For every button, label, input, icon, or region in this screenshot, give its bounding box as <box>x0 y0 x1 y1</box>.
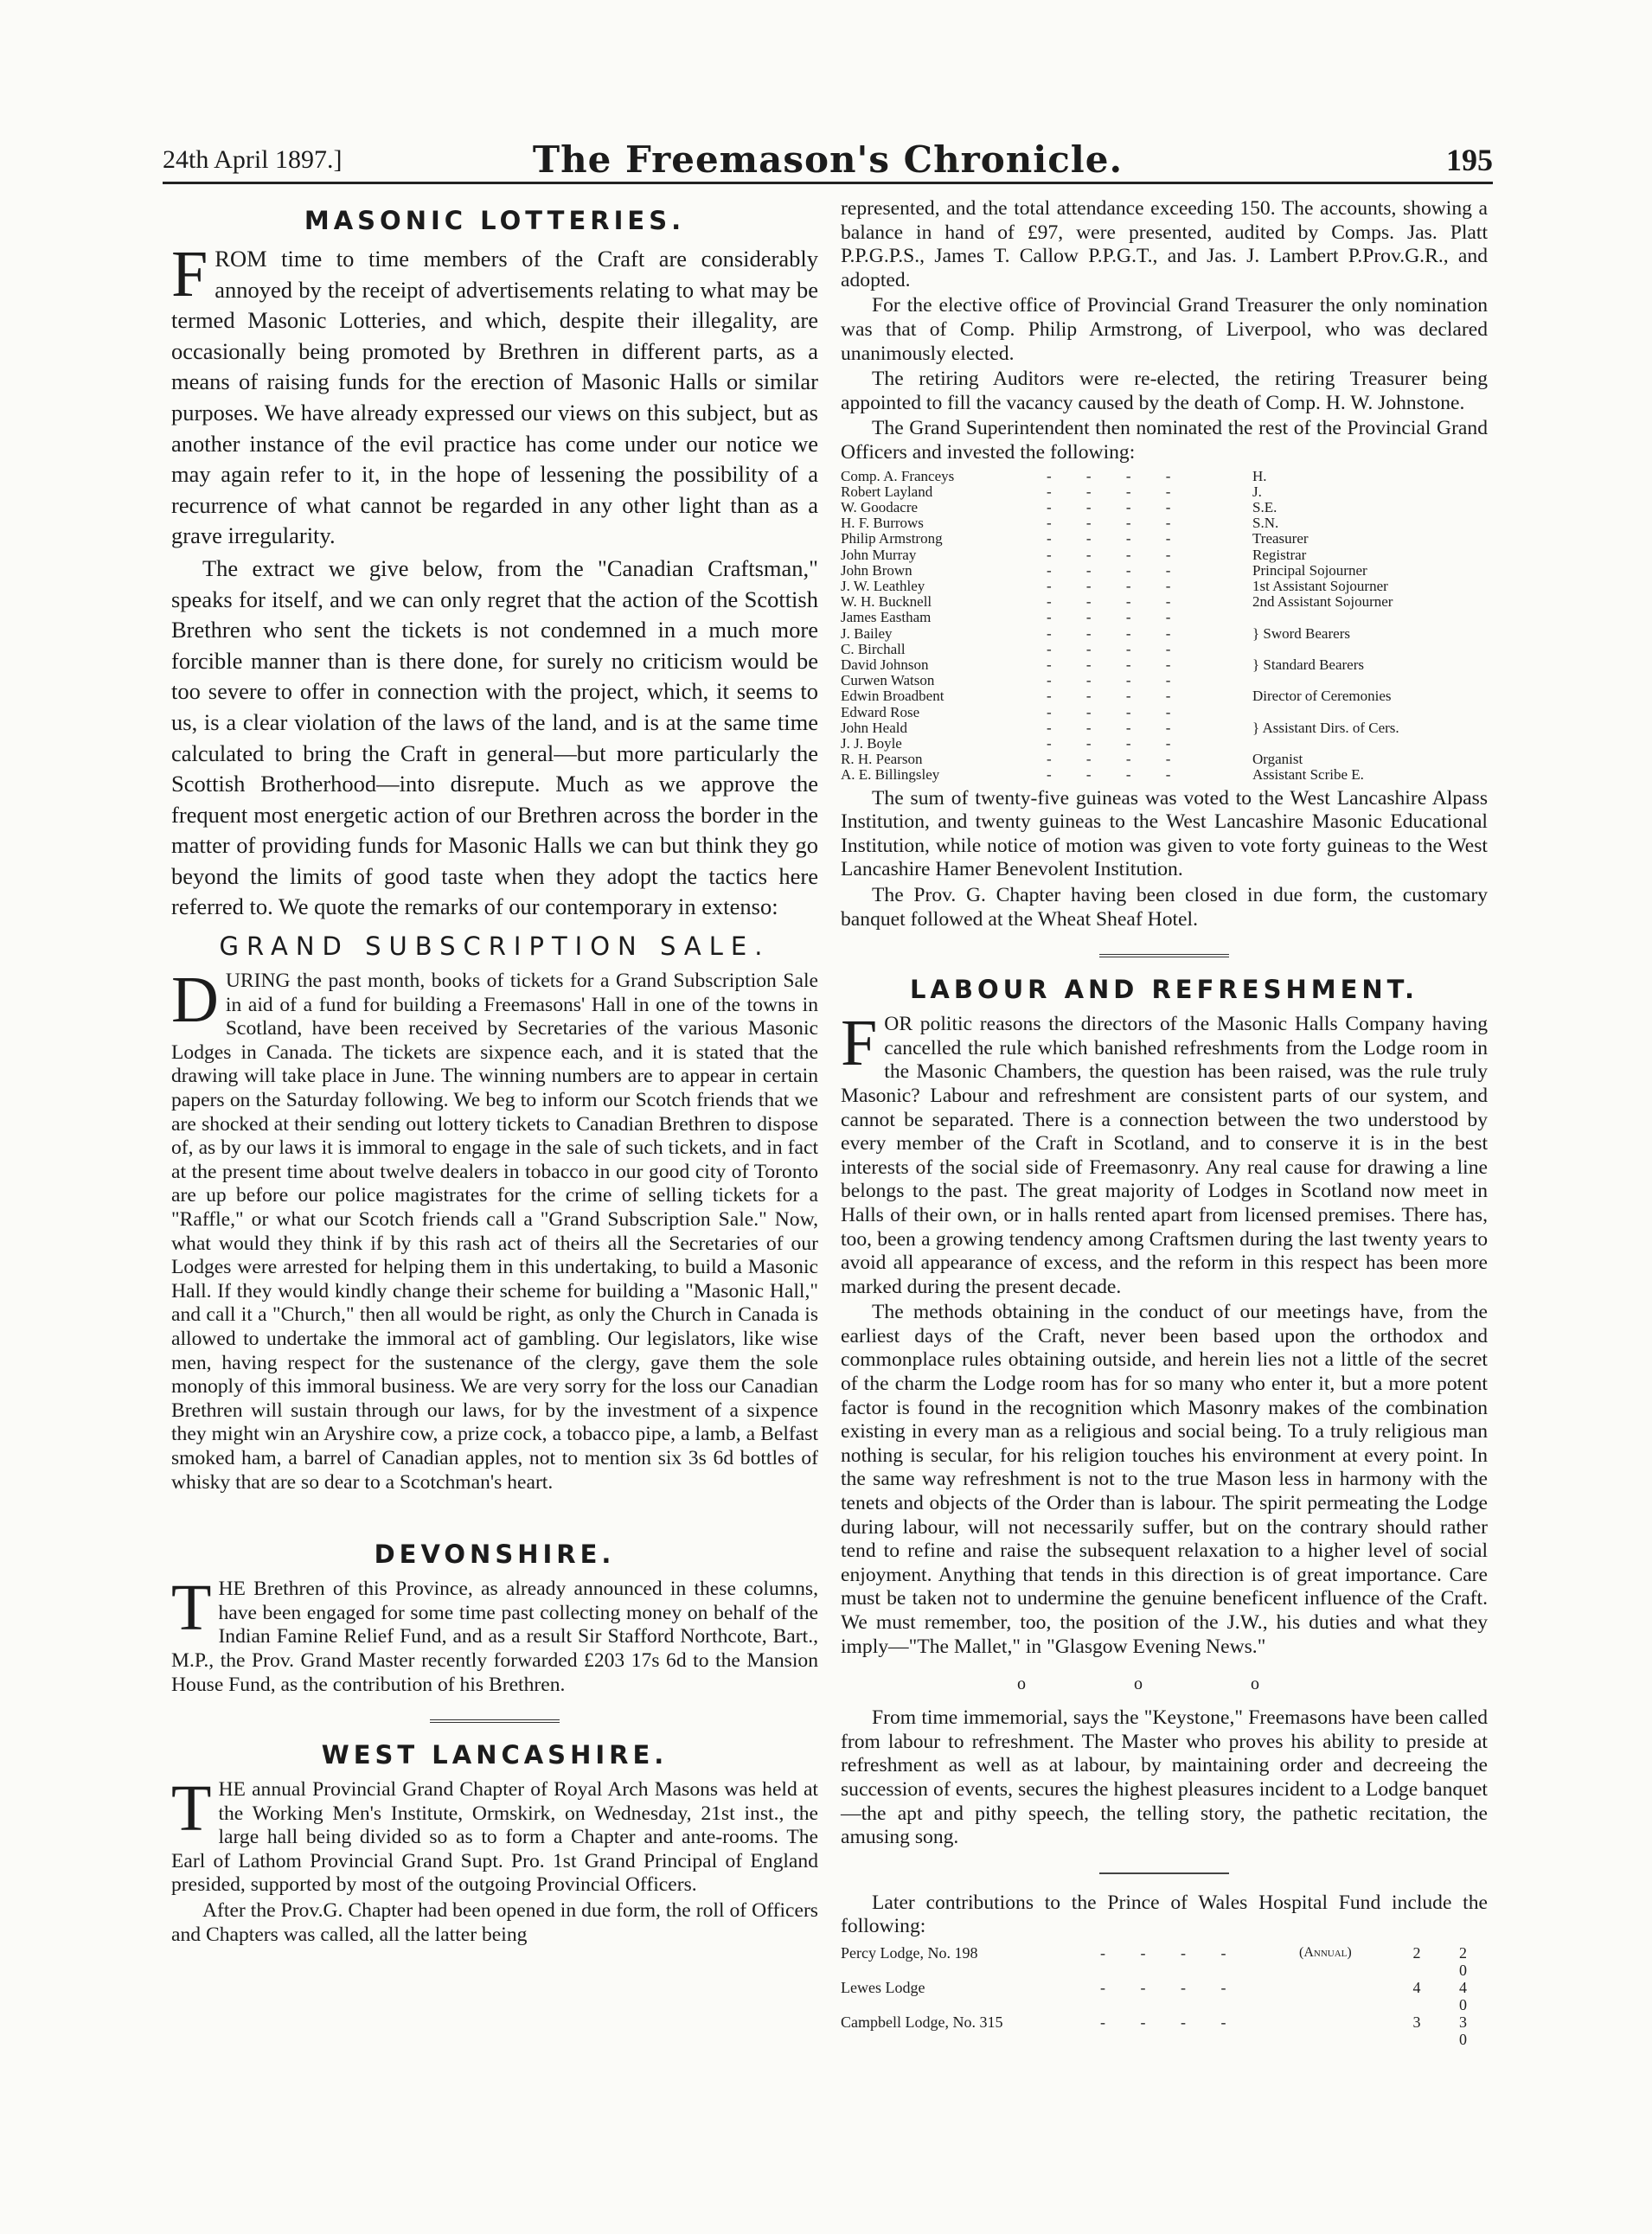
page-number: 195 <box>1446 143 1493 177</box>
officer-row <box>841 594 1488 610</box>
leader-dots: - - - - <box>1047 593 1187 611</box>
officer-office: } Assistant Dirs. of Cers. <box>1252 719 1399 736</box>
section-title-west-lancashire: WEST LANCASHIRE. <box>321 1740 669 1770</box>
lodge-name: Percy Lodge, No. 198 <box>841 1943 978 1962</box>
page-header <box>163 138 1493 184</box>
drop-cap: T <box>171 1772 212 1846</box>
drop-cap: F <box>171 238 208 310</box>
officer-office: } Sword Bearers <box>1252 624 1350 642</box>
officer-row <box>841 563 1488 579</box>
officer-row <box>841 642 1488 657</box>
officer-row <box>841 610 1488 625</box>
right-column <box>841 197 1488 2048</box>
officer-row <box>841 720 1488 736</box>
left-column <box>171 197 818 1949</box>
officer-name: Edward Rose <box>841 703 920 720</box>
leader-dots: - - - - <box>1047 672 1187 689</box>
officer-name: David Johnson <box>841 656 929 673</box>
section-divider <box>430 1719 560 1723</box>
officer-name: W. H. Bucknell <box>841 593 932 611</box>
officer-name: W. Goodacre <box>841 498 919 515</box>
officers-list <box>841 469 1488 784</box>
leader-dots: - - - - <box>1100 1943 1242 1962</box>
leader-dots: - - - - <box>1047 703 1187 720</box>
contribution-note <box>1299 1979 1401 2013</box>
officer-row <box>841 484 1488 500</box>
officer-office: Principal Sojourner <box>1252 561 1367 579</box>
officer-name: Philip Armstrong <box>841 530 943 547</box>
officer-row <box>841 657 1488 673</box>
article-paragraph <box>171 1772 818 1898</box>
officer-row <box>841 688 1488 704</box>
article-paragraph <box>841 1007 1488 1299</box>
officer-row <box>841 626 1488 642</box>
contributions-list <box>841 1944 1488 2048</box>
lodge-name: Campbell Lodge, No. 315 <box>841 2013 1003 2031</box>
section-title-masonic-lotteries: MASONIC LOTTERIES. <box>304 206 686 235</box>
officer-office: S.N. <box>1252 515 1279 532</box>
leader-dots: - - - - <box>1047 530 1187 547</box>
officer-office: Organist <box>1252 751 1303 768</box>
officer-name: James Eastham <box>841 609 932 626</box>
officer-name: Curwen Watson <box>841 672 935 689</box>
leader-dots: - - - - <box>1047 467 1187 484</box>
article-paragraph: The extract we give below, from the "Canadian Craftsman," speaks for itself, and we can only regret that the action of the Scottish Brethren who sent the tickets is not condemned in a much more forcible manner than is there done, for surely no criticism would be too severe to offer in connection with the project, which, it seems to us, is a clear violation of the laws of the land, and is at the same time calculated to bring the Craft in general—but more particularly the Scottish Brotherhood—into disrepute. Much as we approve the frequent most energetic action of our Brethren across the border in the matter of providing funds for Masonic Halls we can but think they go beyond the limits of good taste when they adopt the tactics here referred to. We quote the remarks of our contemporary in extenso: <box>171 554 818 920</box>
officer-office: Director of Ceremonies <box>1252 688 1392 705</box>
article-paragraph: The retiring Auditors were re-elected, the retiring Treasurer being appointed to fill the vacancy caused by the death of Comp. H. W. Johnstone. <box>841 368 1488 414</box>
officer-name: J. J. Boyle <box>841 734 902 752</box>
officer-name: Comp. A. Franceys <box>841 467 955 484</box>
officer-row <box>841 705 1488 720</box>
leader-dots: - - - - <box>1047 483 1187 500</box>
article-paragraph <box>171 238 818 552</box>
ornament-separator: o o o <box>1017 1674 1311 1694</box>
article-paragraph <box>171 1571 818 1697</box>
officer-office <box>1252 736 1488 752</box>
officer-office: } Standard Bearers <box>1252 656 1365 673</box>
contribution-row <box>841 1944 1488 1979</box>
officer-office: J. <box>1252 483 1262 500</box>
officer-name: A. E. Billingsley <box>841 766 940 784</box>
officer-row <box>841 767 1488 783</box>
contribution-note: (Annual) <box>1299 1944 1352 1960</box>
section-divider <box>1099 954 1229 957</box>
contribution-amount: 4 4 0 <box>1412 1978 1484 2013</box>
drop-cap: F <box>841 1007 878 1080</box>
officer-row <box>841 531 1488 547</box>
hospital-fund-intro: Later contributions to the Prince of Wales Hospital Fund include the following: <box>841 1891 1488 1938</box>
officer-row <box>841 579 1488 594</box>
paragraph-text: URING the past month, books of tickets for a Grand Subscription Sale in aid of a fund for building a Freemasons' Hall in one of the towns in Scotland, have been received by Secretaries of the various Masonic Lodges in Canada. The tickets are sixpence each, and it is stated that the drawing will take place in June. The winning numbers are to appear in certain papers on the Saturday following. We beg to inform our Scotch friends that we are shocked at their sending out lottery tickets to Canadian Brethren to dispose of, as by our laws it is immoral to engage in the sale of such tickets, and in fact at the present time about twelve dealers in tobacco in our good city of Toronto are up before our police magistrates for the crime of selling tickets for a "Raffle," or what our Scotch friends call a "Grand Subscription Sale." Now, what would they think if by this rash act of theirs all the Secretaries of our Lodges were arrested for helping them in this undertaking, to build a Masonic Hall. If they would kindly change their scheme for building a "Masonic Hall," and call it a "Church," then all would be right, as only the Church in Canada is allowed to undertake the immoral act of gambling. Our legislators, like wise men, having respect for the sustenance of the clergy, gave them the sole monoply of this immoral business. We are very sorry for the loss our Canadian Brethren will sustain through our laws, for by the investment of a sixpence they might win an Aryshire cow, a prize cock, a tobacco pipe, a lamb, a Belfast smoked ham, a barrel of Canadian apples, not to mention six 3s 6d bottles of whisky that are so dear to a Scotchman's heart. <box>171 970 818 1494</box>
leader-dots: - - - - <box>1047 624 1187 642</box>
officer-row <box>841 736 1488 752</box>
leader-dots: - - - - <box>1047 688 1187 705</box>
section-title-grand-subscription: GRAND SUBSCRIPTION SALE. <box>219 931 771 962</box>
lodge-name: Lewes Lodge <box>841 1978 925 1996</box>
section-title-labour-refreshment: LABOUR AND REFRESHMENT. <box>909 975 1419 1005</box>
drop-cap: T <box>171 1571 212 1645</box>
officer-name: John Brown <box>841 561 912 579</box>
leader-dots: - - - - <box>1047 734 1187 752</box>
issue-date: 24th April 1897.] <box>163 145 343 174</box>
paragraph-text: ROM time to time members of the Craft are considerably annoyed by the receipt of advertisements relating to what may be termed Masonic Lotteries, and which, despite their illegality, are occasionally being promoted by Brethren in different parts, as a means of raising funds for the erection of Masonic Halls or similar purposes. We have already expressed our views on this subject, but as another instance of the evil practice has come under our notice we may again refer to it, in the hope of lessening the possibility of a recurrence of what cannot be regarded in any other light than as a grave irregularity. <box>171 246 818 549</box>
officer-office: 1st Assistant Sojourner <box>1252 577 1388 594</box>
officer-name: Robert Layland <box>841 483 933 500</box>
officer-name: H. F. Burrows <box>841 515 924 532</box>
article-paragraph: The methods obtaining in the conduct of our meetings have, from the earliest days of the Craft, never been based upon the orthodox and commonplace rules obtaining outside, and herein lies not a little of the secret of the charm the Lodge room has for so many who enter it, but a more potent factor is found in the recognition which Masonry makes of the combination existing in every man as a religious and social being. To a truly religious man nothing is secular, for his religion touches his environment at every point. In the same way refreshment is not to the true Mason less in harmony with the tenets and objects of the Order than is labour. The spirit permeating the Lodge during labour, will not necessarily suffer, but on the contrary should rather tend to refine and raise the subsequent relaxation to a higher level of social enjoyment. Anything that tends in this direction is of great importance. Care must be taken not to undermine the genuine beneficent influence of the Craft. We must remember, too, the position of the J.W., his duties and what they imply—"The Mallet," in "Glasgow Evening News." <box>841 1301 1488 1658</box>
article-paragraph: represented, and the total attendance exceeding 150. The accounts, showing a balance in hand of £97, were presented, audited by Comps. Jas. Platt P.P.G.P.S., James T. Callow P.P.G.T., and Jas. J. Lambert P.Prov.G.R., and adopted. <box>841 197 1488 291</box>
leader-dots: - - - - <box>1047 640 1187 657</box>
leader-dots: - - - - <box>1047 766 1187 784</box>
officer-office: Assistant Scribe E. <box>1252 766 1364 784</box>
officer-row <box>841 752 1488 767</box>
officer-row <box>841 515 1488 531</box>
paragraph-text: OR politic reasons the directors of the Masonic Halls Company having cancelled the rule which banished refreshments from the Lodge room in the Masonic Chambers, the question has been raised, was the rule truly Masonic? Labour and refreshment are consistent parts of our system, and cannot be separated. There is a connection between the two understood by every member of the Craft in Scotland, and to conserve it is in the best interests of the social side of Freemasonry. Any real cause for drawing a line belongs to the past. The great majority of Lodges in Scotland now meet in Halls of their own, or in halls rented apart from licensed premises. There has, too, been a growing tendency among Craftsmen during the last twenty years to avoid all appearance of excess, and the reform in this respect has been more marked during the present decade. <box>841 1013 1488 1298</box>
officer-office <box>1252 705 1488 720</box>
leader-dots: - - - - <box>1047 515 1187 532</box>
officer-office: S.E. <box>1252 498 1277 515</box>
officer-office: 2nd Assistant Sojourner <box>1252 593 1393 611</box>
officer-office: H. <box>1252 467 1267 484</box>
officer-office: Registrar <box>1252 546 1307 563</box>
contribution-amount: 2 2 0 <box>1412 1943 1484 1979</box>
officer-name: J. Bailey <box>841 624 893 642</box>
officer-office <box>1252 642 1488 657</box>
leader-dots: - - - - <box>1047 546 1187 563</box>
officer-name: J. W. Leathley <box>841 577 925 594</box>
leader-dots: - - - - <box>1047 498 1187 515</box>
officer-name: R. H. Pearson <box>841 751 923 768</box>
article-paragraph: The sum of twenty-five guineas was voted to the West Lancashire Alpass Institution, and twenty guineas to the West Lancashire Masonic Educational Institution, while notice of motion was given to vote forty guineas to the West Lancashire Hamer Benevolent Institution. <box>841 786 1488 881</box>
leader-dots: - - - - <box>1047 561 1187 579</box>
officer-row <box>841 673 1488 688</box>
article-paragraph: From time immemorial, says the "Keystone," Freemasons have been called from labour to refreshment. The Master who proves his ability to preside at refreshment as well as at labour, by maintaining order and decreeing the succession of events, secures the highest pleasures incident to a Lodge banquet—the apt and pithy speech, the telling story, the pathetic recitation, the amusing song. <box>841 1706 1488 1849</box>
officer-row <box>841 469 1488 484</box>
paragraph-text: HE Brethren of this Province, as already announced in these columns, have been engaged for some time past collecting money on behalf of the Indian Famine Relief Fund, and as a result Sir Stafford Northcote, Bart., M.P., the Prov. Grand Master recently forwarded £203 17s 6d to the Mansion House Fund, as the contribution of his Brethren. <box>171 1578 818 1696</box>
section-divider <box>1099 1872 1229 1874</box>
article-paragraph: The Prov. G. Chapter having been closed in due form, the customary banquet followed at the Wheat Sheaf Hotel. <box>841 883 1488 931</box>
contribution-note <box>1299 2013 1401 2048</box>
contribution-row <box>841 2013 1488 2048</box>
drop-cap: D <box>171 963 219 1037</box>
officer-name: John Heald <box>841 719 907 736</box>
article-paragraph: For the elective office of Provincial Grand Treasurer the only nomination was that of Comp. Philip Armstrong, of Liverpool, who was declared unanimously elected. <box>841 294 1488 365</box>
officer-office <box>1252 673 1488 688</box>
contribution-row <box>841 1979 1488 2013</box>
article-paragraph: The Grand Superintendent then nominated the rest of the Provincial Grand Officers and invested the following: <box>841 417 1488 464</box>
officer-office: Treasurer <box>1252 530 1309 547</box>
officer-name: John Murray <box>841 546 917 563</box>
leader-dots: - - - - <box>1047 656 1187 673</box>
officer-name: C. Birchall <box>841 640 906 657</box>
leader-dots: - - - - <box>1100 2013 1242 2031</box>
article-paragraph <box>171 963 818 1495</box>
leader-dots: - - - - <box>1047 609 1187 626</box>
article-paragraph: After the Prov.G. Chapter had been opened in due form, the roll of Officers and Chapters was called, all the latter being <box>171 1899 818 1946</box>
section-title-devonshire: DEVONSHIRE. <box>374 1539 616 1570</box>
officer-name: Edwin Broadbent <box>841 688 944 705</box>
officer-office <box>1252 610 1488 625</box>
masthead-title: The Freemason's Chronicle. <box>532 138 1124 181</box>
leader-dots: - - - - <box>1100 1978 1242 1996</box>
leader-dots: - - - - <box>1047 751 1187 768</box>
leader-dots: - - - - <box>1047 719 1187 736</box>
contribution-amount: 3 3 0 <box>1412 2013 1484 2048</box>
paragraph-text: HE annual Provincial Grand Chapter of Royal Arch Masons was held at the Working Men's Institute, Ormskirk, on Wednesday, 21st inst., the large hall being divided so as to form a Chapter and ante-rooms. The Earl of Lathom Provincial Grand Supt. Pro. 1st Grand Principal of England presided, supported by most of the outgoing Provincial Officers. <box>171 1778 818 1897</box>
officer-row <box>841 500 1488 515</box>
officer-row <box>841 547 1488 563</box>
leader-dots: - - - - <box>1047 577 1187 594</box>
